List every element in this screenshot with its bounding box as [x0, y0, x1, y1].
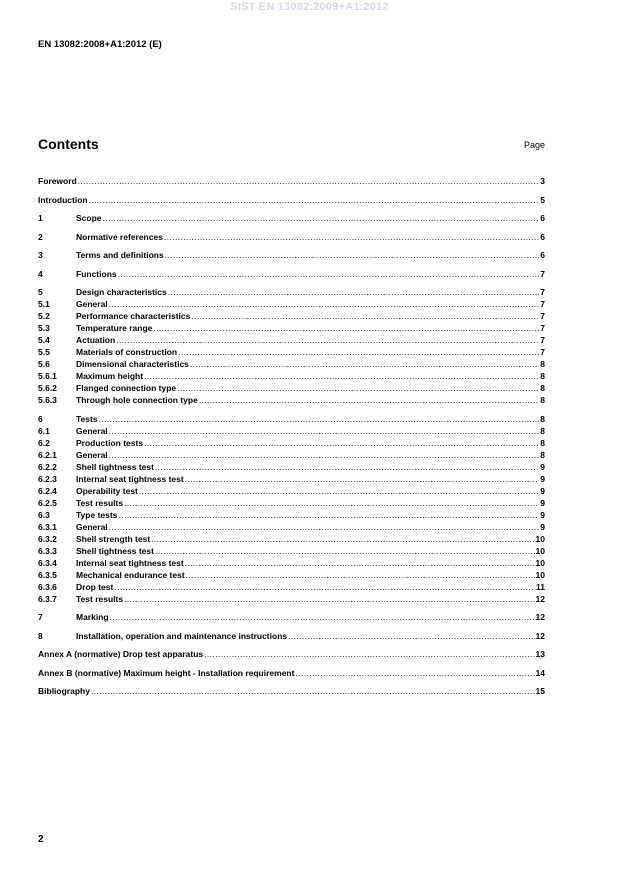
toc-entry-page: 14 [535, 667, 545, 678]
toc-entry-number: 5.3 [38, 323, 50, 333]
watermark: SIST EN 13082:2009+A1:2012 [230, 1, 389, 13]
toc-leader-dots [155, 545, 535, 557]
toc-entry-number: 2 [38, 231, 43, 242]
page-number: 2 [38, 834, 44, 845]
toc-entry-page: 10 [535, 557, 545, 568]
toc-leader-dots [185, 557, 535, 569]
toc-entry[interactable] [38, 194, 545, 206]
toc-entry-number: 6.3.5 [38, 569, 57, 580]
toc-leader-dots [151, 533, 534, 545]
toc-leader-dots [199, 394, 539, 406]
toc-leader-dots [110, 611, 535, 623]
toc-entry[interactable] [38, 581, 545, 593]
toc-entry-page: 15 [535, 686, 545, 696]
toc-entry[interactable] [38, 533, 545, 545]
document-id: EN 13082:2008+A1:2012 (E) [38, 39, 162, 50]
toc-entry-number: 5.6 [38, 359, 50, 369]
toc-entry-number: 4 [38, 268, 43, 279]
toc-leader-dots [185, 473, 540, 485]
table-of-contents [38, 175, 545, 697]
toc-entry-page: 8 [540, 413, 545, 424]
toc-entry[interactable] [38, 394, 545, 406]
toc-entry[interactable] [38, 630, 545, 642]
toc-leader-dots [103, 212, 540, 224]
toc-leader-dots [124, 497, 539, 509]
toc-leader-dots [91, 685, 535, 697]
toc-entry-title: Actuation [76, 335, 116, 345]
toc-entry-number: 5.6.1 [38, 371, 57, 381]
toc-entry-page: 7 [540, 311, 545, 321]
toc-entry-page: 7 [540, 268, 545, 279]
toc-entry-title: Shell strength test [76, 533, 151, 544]
toc-entry-title: Production tests [76, 437, 144, 448]
toc-entry[interactable] [38, 545, 545, 557]
toc-entry-number: 6.2.3 [38, 473, 57, 484]
toc-entry-number: 5.6.3 [38, 395, 57, 405]
toc-leader-dots [186, 569, 535, 581]
toc-entry-title: Introduction [38, 194, 88, 205]
toc-entry-page: 9 [540, 461, 545, 472]
toc-entry-page: 8 [540, 449, 545, 460]
toc-entry-page: 10 [535, 533, 545, 544]
toc-entry-page: 9 [540, 521, 545, 532]
contents-heading: Contents [38, 136, 99, 152]
toc-entry-title: Normative references [76, 231, 163, 242]
toc-entry-title: Mechanical endurance test [76, 569, 185, 580]
toc-entry-number: 6.3.4 [38, 557, 57, 568]
toc-leader-dots [295, 667, 534, 679]
toc-entry-title: Performance characteristics [76, 311, 191, 321]
toc-entry-page: 10 [535, 545, 545, 556]
toc-entry-number: 6 [38, 413, 43, 424]
toc-entry-page: 12 [535, 612, 545, 622]
toc-entry-page: 8 [540, 395, 545, 405]
toc-entry-title: Materials of construction [76, 347, 178, 357]
toc-entry-number: 5.1 [38, 299, 50, 309]
toc-leader-dots [190, 358, 539, 370]
toc-entry-number: 3 [38, 250, 43, 260]
toc-entry[interactable] [38, 593, 545, 605]
toc-entry-title: Installation, operation and maintenance instructions [76, 630, 288, 641]
toc-entry-page: 8 [540, 383, 545, 393]
toc-entry-page: 7 [540, 299, 545, 309]
toc-entry-number: 6.2.5 [38, 497, 57, 508]
toc-entry[interactable] [38, 509, 545, 521]
toc-leader-dots [116, 334, 539, 346]
toc-entry-page: 7 [540, 347, 545, 357]
toc-entry-number: 5.4 [38, 335, 50, 345]
toc-leader-dots [118, 509, 539, 521]
toc-entry-number: 6.2.4 [38, 485, 57, 496]
toc-entry-title: Test results [76, 593, 124, 604]
toc-entry[interactable] [38, 268, 545, 280]
toc-leader-dots [114, 581, 535, 593]
toc-entry-title: Foreword [38, 176, 77, 186]
toc-leader-dots [109, 425, 540, 437]
toc-entry-number: 7 [38, 612, 43, 622]
toc-entry-page: 13 [535, 649, 545, 659]
toc-entry[interactable] [38, 473, 545, 485]
toc-entry-title: Drop test [76, 581, 114, 592]
toc-entry[interactable] [38, 685, 545, 697]
toc-entry-number: 6.3.7 [38, 593, 57, 604]
toc-entry-page: 10 [535, 569, 545, 580]
toc-leader-dots [124, 593, 534, 605]
toc-entry-number: 5.5 [38, 347, 50, 357]
toc-leader-dots [78, 175, 540, 187]
toc-entry-title: Bibliography [38, 686, 90, 696]
toc-leader-dots [144, 370, 539, 382]
toc-entry-number: 6.1 [38, 425, 50, 436]
toc-entry-title: General [76, 425, 108, 436]
toc-entry-title: Marking [76, 612, 109, 622]
toc-entry-title: Terms and definitions [76, 250, 164, 260]
toc-entry[interactable] [38, 425, 545, 437]
toc-entry[interactable] [38, 322, 545, 334]
toc-entry-title: Scope [76, 213, 102, 223]
toc-entry-page: 6 [540, 213, 545, 223]
toc-leader-dots [144, 437, 539, 449]
toc-entry[interactable] [38, 334, 545, 346]
toc-entry-number: 6.2.1 [38, 449, 57, 460]
toc-entry-number: 5.6.2 [38, 383, 57, 393]
toc-entry-title: Type tests [76, 509, 118, 520]
toc-entry-number: 6.3.6 [38, 581, 57, 592]
toc-leader-dots [168, 286, 540, 298]
toc-entry-number: 6.2 [38, 437, 50, 448]
toc-entry[interactable] [38, 648, 545, 660]
page-column-label: Page [523, 140, 545, 150]
toc-entry-title: Test results [76, 497, 124, 508]
toc-entry[interactable] [38, 286, 545, 298]
toc-entry-title: Design characteristics [76, 287, 167, 297]
toc-entry-title: Flanged connection type [76, 383, 177, 393]
toc-entry-number: 1 [38, 213, 43, 223]
toc-entry-page: 12 [535, 593, 545, 604]
toc-entry-page: 11 [536, 581, 545, 592]
toc-entry-title: Temperature range [76, 323, 153, 333]
toc-leader-dots [118, 268, 540, 280]
toc-entry[interactable] [38, 231, 545, 243]
toc-entry-title: Internal seat tightness test [76, 473, 184, 484]
toc-entry[interactable] [38, 212, 545, 224]
toc-entry-page: 3 [540, 176, 545, 186]
toc-leader-dots [178, 346, 539, 358]
toc-entry-number: 8 [38, 630, 43, 641]
toc-leader-dots [165, 249, 540, 261]
toc-entry[interactable] [38, 370, 545, 382]
toc-entry[interactable] [38, 175, 545, 187]
toc-entry[interactable] [38, 310, 545, 322]
toc-entry-page: 6 [540, 250, 545, 260]
toc-leader-dots [288, 630, 534, 642]
toc-entry-number: 5.2 [38, 311, 50, 321]
toc-entry[interactable] [38, 461, 545, 473]
toc-entry-title: General [76, 449, 108, 460]
toc-entry-number: 6.3.3 [38, 545, 57, 556]
toc-entry[interactable] [38, 667, 545, 679]
toc-entry-title: Tests [76, 413, 98, 424]
toc-entry-page: 9 [540, 485, 545, 496]
toc-leader-dots [204, 648, 534, 660]
toc-entry-page: 7 [540, 287, 545, 297]
toc-leader-dots [109, 449, 540, 461]
toc-entry-number: 6.3 [38, 509, 50, 520]
toc-entry-title: General [76, 521, 108, 532]
toc-entry[interactable] [38, 358, 545, 370]
toc-entry[interactable] [38, 497, 545, 509]
toc-entry-page: 8 [540, 371, 545, 381]
toc-entry-page: 12 [535, 630, 545, 641]
toc-leader-dots [139, 485, 539, 497]
toc-entry-title: Shell tightness test [76, 545, 154, 556]
toc-entry-page: 9 [540, 509, 545, 520]
toc-entry-page: 6 [540, 231, 545, 242]
toc-leader-dots [99, 413, 540, 425]
toc-entry[interactable] [38, 557, 545, 569]
toc-entry-number: 6.2.2 [38, 461, 57, 472]
toc-entry-page: 7 [540, 335, 545, 345]
toc-entry-title: Dimensional characteristics [76, 359, 189, 369]
toc-entry[interactable] [38, 413, 545, 425]
toc-entry-number: 6.3.1 [38, 521, 57, 532]
toc-entry[interactable] [38, 437, 545, 449]
toc-entry[interactable] [38, 611, 545, 623]
toc-entry-page: 5 [540, 194, 545, 205]
toc-leader-dots [153, 322, 539, 334]
toc-entry-title: General [76, 299, 108, 309]
toc-entry-title: Operability test [76, 485, 138, 496]
toc-entry-page: 9 [540, 497, 545, 508]
toc-entry-title: Annex B (normative) Maximum height - Installation requirement [38, 667, 295, 678]
toc-entry[interactable] [38, 382, 545, 394]
toc-leader-dots [164, 231, 539, 243]
toc-entry[interactable] [38, 449, 545, 461]
toc-entry-page: 8 [540, 359, 545, 369]
toc-leader-dots [191, 310, 539, 322]
toc-entry[interactable] [38, 485, 545, 497]
toc-entry-title: Maximum height [76, 371, 144, 381]
toc-entry-number: 5 [38, 287, 43, 297]
toc-entry[interactable] [38, 298, 545, 310]
toc-leader-dots [109, 298, 540, 310]
toc-entry[interactable] [38, 346, 545, 358]
toc-leader-dots [177, 382, 539, 394]
toc-entry-title: Internal seat tightness test [76, 557, 184, 568]
toc-entry[interactable] [38, 249, 545, 261]
toc-leader-dots [109, 521, 540, 533]
toc-entry-title: Functions [76, 268, 117, 279]
toc-entry-title: Shell tightness test [76, 461, 154, 472]
toc-entry[interactable] [38, 521, 545, 533]
toc-entry-page: 9 [540, 473, 545, 484]
toc-entry-number: 6.3.2 [38, 533, 57, 544]
toc-entry-page: 7 [540, 323, 545, 333]
toc-leader-dots [89, 194, 540, 206]
toc-entry-page: 8 [540, 437, 545, 448]
toc-entry-title: Annex A (normative) Drop test apparatus [38, 649, 204, 659]
toc-entry-page: 8 [540, 425, 545, 436]
toc-leader-dots [155, 461, 539, 473]
toc-entry-title: Through hole connection type [76, 395, 198, 405]
toc-entry[interactable] [38, 569, 545, 581]
